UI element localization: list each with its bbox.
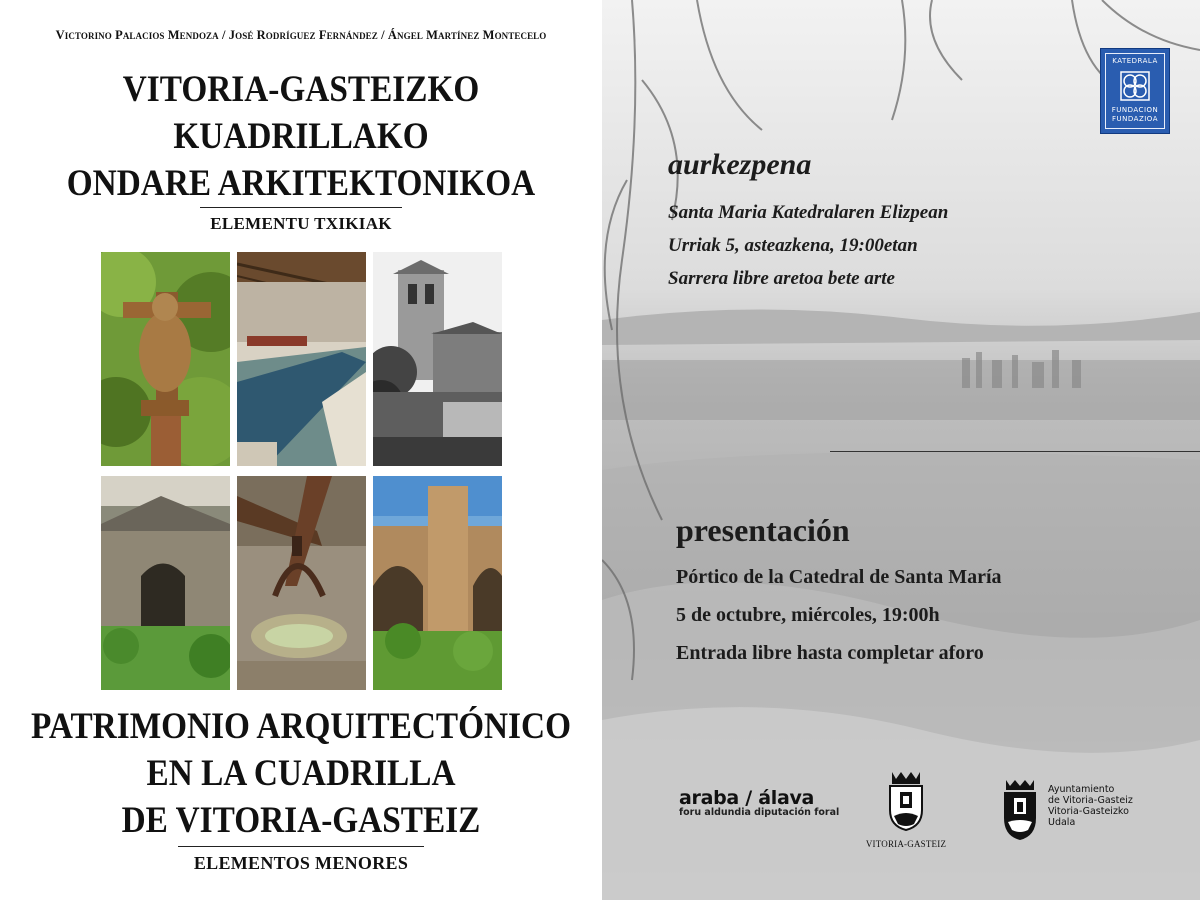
photo-stone-cross [101, 252, 230, 466]
title-spanish-line: EN LA CUADRILLA [146, 753, 456, 794]
divider [178, 846, 424, 847]
photo-church-bw [373, 252, 502, 466]
ayuntamiento-line: Vitoria-Gasteizko [1048, 806, 1129, 817]
coat-of-arms-icon [884, 770, 928, 832]
logo-label-fundazioa: FUNDAZIOA [1112, 115, 1158, 123]
photo-grid [101, 252, 502, 690]
basque-date: Urriak 5, asteazkena, 19:00etan [668, 235, 918, 256]
title-basque-line: KUADRILLAKO [173, 116, 429, 157]
araba-alava-logo [679, 787, 849, 818]
logo-frame [1105, 53, 1165, 129]
title-spanish-line: DE VITORIA-GASTEIZ [121, 800, 481, 841]
basque-heading: aurkezpena [668, 148, 812, 181]
subtitle-basque: ELEMENTU TXIKIAK [210, 214, 392, 233]
title-basque [30, 66, 572, 207]
ayuntamiento-line: Udala [1048, 817, 1076, 828]
photo-washhouse [237, 252, 366, 466]
ayuntamiento-crest-icon [1000, 778, 1040, 842]
title-basque-line: ONDARE ARKITEKTONIKOA [66, 163, 536, 204]
logo-label-top: KATEDRALA [1112, 57, 1158, 65]
photo-well [237, 476, 366, 690]
basque-location: Santa Maria Katedralaren Elizpean [668, 202, 949, 223]
spanish-entry: Entrada libre hasta completar aforo [676, 642, 984, 664]
landscape-background [602, 0, 1200, 900]
divider [200, 207, 402, 208]
araba-logo-subtitle: foru aldundia diputación foral [679, 807, 840, 818]
spanish-heading: presentación [676, 512, 850, 548]
title-spanish-line: PATRIMONIO ARQUITECTÓNICO [31, 706, 571, 747]
spanish-location: Pórtico de la Catedral de Santa María [676, 566, 1002, 588]
title-spanish [30, 703, 572, 844]
invitation-panel [602, 0, 1200, 900]
vitoria-gasteiz-logo [860, 770, 952, 849]
photo-bridge [373, 476, 502, 690]
subtitle-spanish: ELEMENTOS MENORES [193, 853, 409, 873]
ayuntamiento-logo [1000, 778, 1190, 848]
photo-fountain [101, 476, 230, 690]
title-basque-line: VITORIA-GASTEIZKO [122, 69, 480, 110]
cathedral-emblem-icon [1120, 71, 1150, 101]
vitoria-gasteiz-caption: VITORIA-GASTEIZ [865, 839, 947, 849]
ayuntamiento-text [1048, 784, 1133, 828]
fundacion-catedral-logo [1100, 48, 1170, 134]
separator-line [830, 451, 1200, 452]
ayuntamiento-line: de Vitoria-Gasteiz [1048, 795, 1133, 806]
spanish-date: 5 de octubre, miércoles, 19:00h [676, 604, 940, 626]
araba-logo-wordmark: araba / álava [679, 787, 815, 809]
logo-label-fundacion: FUNDACION [1111, 106, 1159, 114]
book-authors: Victorino Palacios Mendoza / José Rodríguez Fernández / Ángel Martínez Montecelo [55, 28, 547, 42]
ayuntamiento-line: Ayuntamiento [1048, 784, 1115, 795]
basque-entry: Sarrera libre aretoa bete arte [668, 268, 895, 289]
